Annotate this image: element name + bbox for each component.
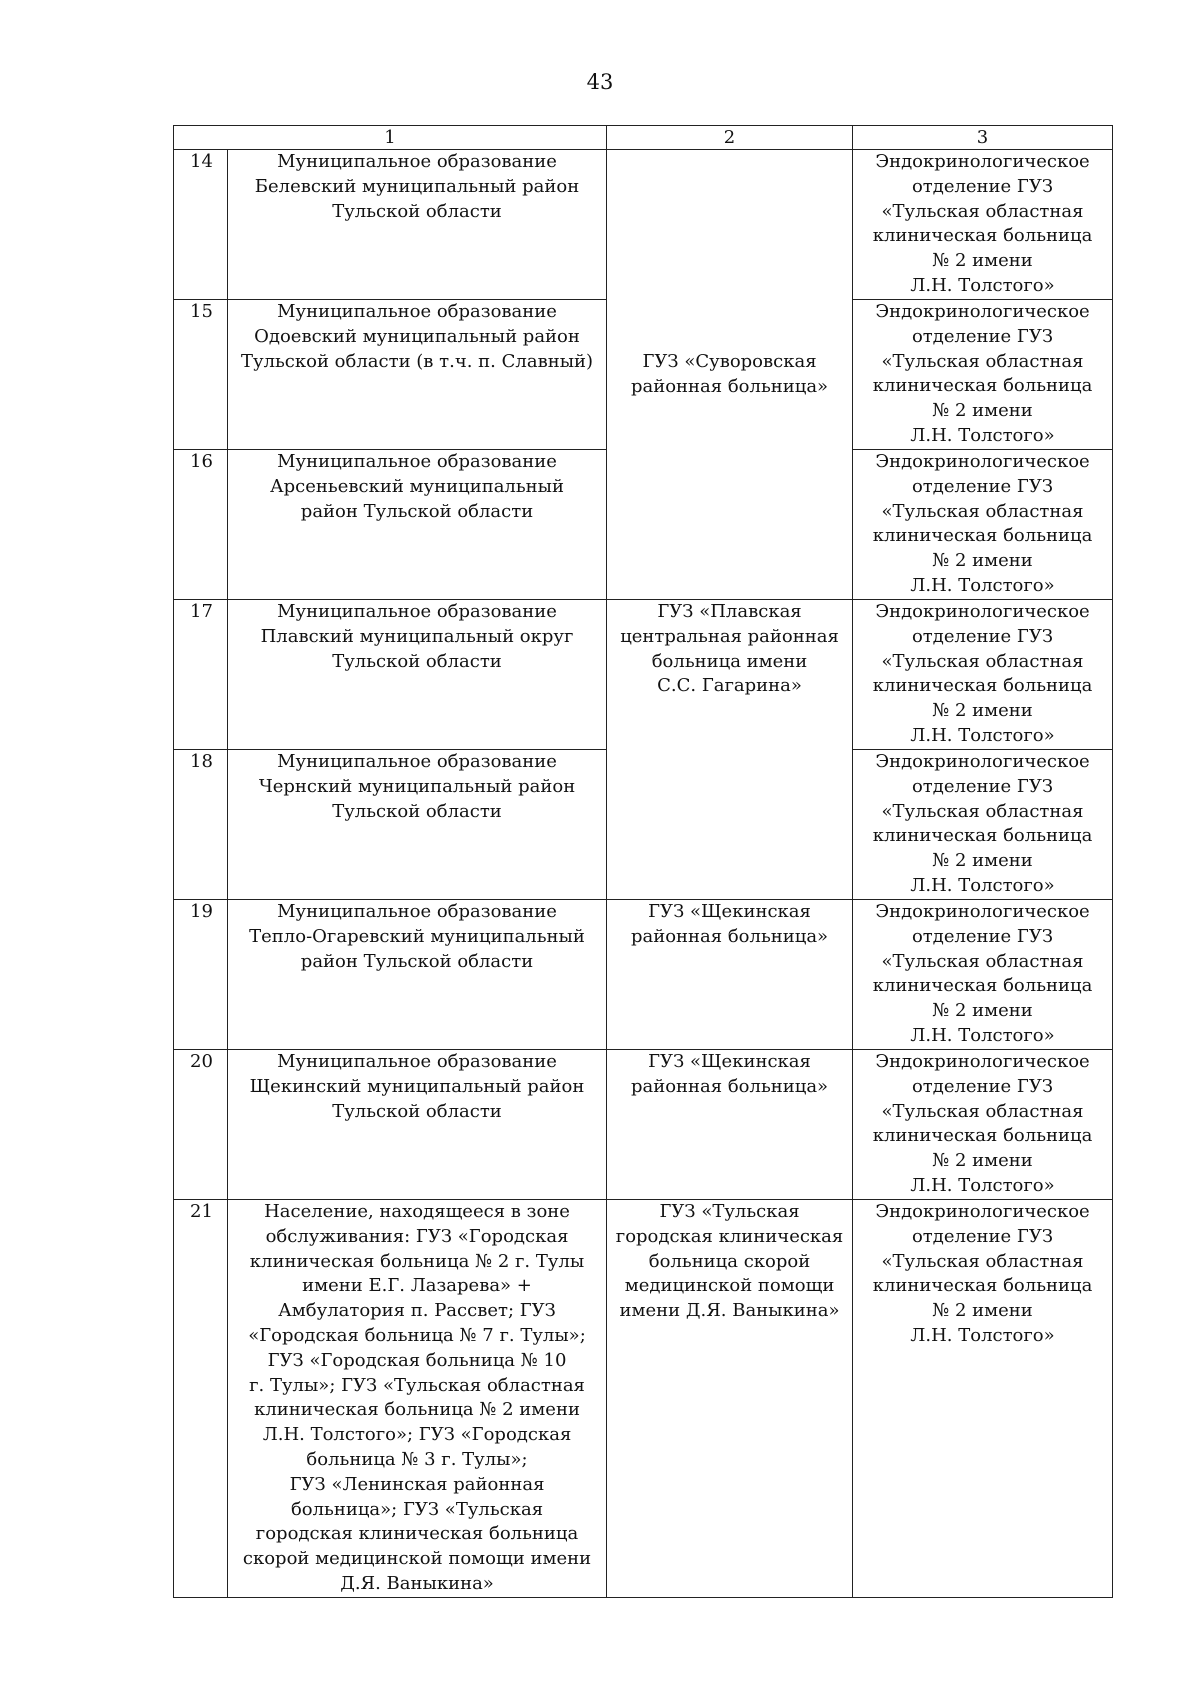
row-number: 20 <box>174 1050 228 1200</box>
municipality-line: Муниципальное образование <box>277 1051 557 1072</box>
municipality-line: район Тульской области <box>300 500 534 522</box>
facility-line: ГУЗ «Щекинская <box>648 1051 811 1072</box>
center-line: Л.Н. Толстого» <box>910 574 1055 596</box>
municipality-line: Муниципальное образование <box>277 601 557 622</box>
municipality-line: Муниципальное образование <box>277 901 557 922</box>
municipality-line: Одоевский муниципальный район <box>254 325 580 347</box>
center-line: № 2 имени <box>932 1000 1033 1022</box>
center-line: Л.Н. Толстого» <box>910 874 1055 896</box>
row-number: 14 <box>174 150 228 300</box>
facility-cell <box>607 1200 853 1598</box>
center-line: № 2 имени <box>932 850 1033 872</box>
center-line: «Тульская областная <box>881 1100 1084 1122</box>
center-line: клиническая больница <box>872 975 1093 997</box>
municipality-line: Тульской области (в т.ч. п. Славный) <box>240 350 594 372</box>
center-line: Л.Н. Толстого» <box>910 1024 1055 1046</box>
municipality-line: Чернский муниципальный район <box>258 775 576 797</box>
municipality-cell <box>228 150 607 300</box>
facility-line: С.С. Гагарина» <box>657 675 802 697</box>
center-line: «Тульская областная <box>881 200 1084 222</box>
facility-line: городская клиническая <box>615 1225 844 1247</box>
facility-line: центральная районная <box>620 625 839 647</box>
municipality-line: Л.Н. Толстого»; ГУЗ «Городская <box>262 1424 572 1446</box>
table-row <box>174 900 1113 1050</box>
facility-cell <box>607 150 853 600</box>
center-line: Л.Н. Толстого» <box>910 1174 1055 1196</box>
center-line: клиническая больница <box>872 825 1093 847</box>
municipality-line: Тульской области <box>332 650 502 672</box>
center-line: «Тульская областная <box>881 650 1084 672</box>
center-line: Эндокринологическое <box>875 1051 1090 1072</box>
center-line: № 2 имени <box>932 550 1033 572</box>
center-line: «Тульская областная <box>881 350 1084 372</box>
center-line: отделение ГУЗ <box>911 475 1054 497</box>
center-line: Эндокринологическое <box>875 901 1090 922</box>
center-line: № 2 имени <box>932 250 1033 272</box>
facility-line: имени Д.Я. Ваныкина» <box>619 1300 840 1322</box>
municipality-line: имени Е.Г. Лазарева» + <box>302 1275 532 1297</box>
center-line: Эндокринологическое <box>875 301 1090 322</box>
municipality-line: Амбулатория п. Рассвет; ГУЗ <box>278 1300 556 1322</box>
row-number: 15 <box>174 300 228 450</box>
facility-cell <box>607 1050 853 1200</box>
row-number: 16 <box>174 450 228 600</box>
center-line: Л.Н. Толстого» <box>910 724 1055 746</box>
facility-line: ГУЗ «Тульская <box>659 1201 800 1222</box>
center-line: «Тульская областная <box>881 500 1084 522</box>
center-line: Эндокринологическое <box>875 1201 1090 1222</box>
center-line: отделение ГУЗ <box>911 775 1054 797</box>
municipality-line: больница»; ГУЗ «Тульская <box>290 1498 544 1520</box>
row-number: 21 <box>174 1200 228 1598</box>
municipality-line: городская клиническая больница <box>255 1523 579 1545</box>
header-col-3: 3 <box>853 126 1113 150</box>
municipality-line: Щекинский муниципальный район <box>249 1075 585 1097</box>
center-line: клиническая больница <box>872 1275 1093 1297</box>
referral-table <box>173 125 1113 1598</box>
page-number: 43 <box>586 70 614 94</box>
table-row <box>174 600 1113 750</box>
center-line: Эндокринологическое <box>875 751 1090 772</box>
center-cell <box>853 300 1113 450</box>
municipality-line: Население, находящееся в зоне <box>264 1201 570 1222</box>
municipality-line: Муниципальное образование <box>277 451 557 472</box>
row-number: 19 <box>174 900 228 1050</box>
municipality-line: Арсеньевский муниципальный <box>270 475 564 497</box>
municipality-line: Тульской области <box>332 1100 502 1122</box>
center-line: Эндокринологическое <box>875 601 1090 622</box>
table-row <box>174 1050 1113 1200</box>
municipality-line: Муниципальное образование <box>277 751 557 772</box>
center-cell <box>853 750 1113 900</box>
center-line: № 2 имени <box>932 400 1033 422</box>
center-line: Эндокринологическое <box>875 451 1090 472</box>
center-cell <box>853 150 1113 300</box>
municipality-line: район Тульской области <box>300 950 534 972</box>
facility-cell <box>607 900 853 1050</box>
municipality-line: ГУЗ «Городская больница № 10 <box>267 1349 567 1371</box>
municipality-line: больница № 3 г. Тулы»; <box>306 1448 528 1470</box>
center-line: отделение ГУЗ <box>911 1225 1054 1247</box>
center-line: отделение ГУЗ <box>911 925 1054 947</box>
facility-line: медицинской помощи <box>624 1275 835 1297</box>
header-col-1: 1 <box>174 126 607 150</box>
municipality-line: Тепло-Огаревский муниципальный <box>249 925 585 947</box>
facility-line: ГУЗ «Суворовская <box>642 350 817 372</box>
facility-line: больница имени <box>651 650 808 672</box>
municipality-line: Д.Я. Ваныкина» <box>340 1572 494 1594</box>
municipality-line: Плавский муниципальный округ <box>260 625 574 647</box>
table-row <box>174 150 1113 300</box>
municipality-cell <box>228 900 607 1050</box>
municipality-line: г. Тулы»; ГУЗ «Тульская областная <box>249 1374 585 1396</box>
center-line: клиническая больница <box>872 675 1093 697</box>
municipality-line: ГУЗ «Ленинская районная <box>289 1473 545 1495</box>
facility-cell <box>607 600 853 900</box>
facility-line: ГУЗ «Плавская <box>657 601 802 622</box>
municipality-cell <box>228 1050 607 1200</box>
center-line: Эндокринологическое <box>875 151 1090 172</box>
municipality-line: Тульской области <box>332 800 502 822</box>
center-line: «Тульская областная <box>881 950 1084 972</box>
municipality-cell <box>228 1200 607 1598</box>
facility-line: районная больница» <box>630 1075 829 1097</box>
municipality-line: Белевский муниципальный район <box>254 175 580 197</box>
row-number: 18 <box>174 750 228 900</box>
municipality-cell <box>228 300 607 450</box>
center-cell <box>853 900 1113 1050</box>
municipality-line: клиническая больница № 2 имени <box>254 1399 580 1421</box>
center-line: отделение ГУЗ <box>911 325 1054 347</box>
center-line: Л.Н. Толстого» <box>910 1324 1055 1346</box>
center-line: клиническая больница <box>872 525 1093 547</box>
center-cell <box>853 1050 1113 1200</box>
center-line: № 2 имени <box>932 700 1033 722</box>
municipality-line: обслуживания: ГУЗ «Городская <box>265 1225 569 1247</box>
municipality-line: «Городская больница № 7 г. Тулы»; <box>248 1324 586 1346</box>
municipality-cell <box>228 750 607 900</box>
center-line: Л.Н. Толстого» <box>910 424 1055 446</box>
center-line: отделение ГУЗ <box>911 625 1054 647</box>
facility-line: районная больница» <box>630 925 829 947</box>
municipality-line: клиническая больница № 2 г. Тулы <box>249 1250 585 1272</box>
table-header-row <box>174 126 1113 150</box>
center-line: клиническая больница <box>872 1125 1093 1147</box>
municipality-cell <box>228 450 607 600</box>
municipality-line: Тульской области <box>332 200 502 222</box>
center-line: отделение ГУЗ <box>911 175 1054 197</box>
center-line: «Тульская областная <box>881 800 1084 822</box>
municipality-cell <box>228 600 607 750</box>
center-line: № 2 имени <box>932 1300 1033 1322</box>
center-line: отделение ГУЗ <box>911 1075 1054 1097</box>
facility-line: ГУЗ «Щекинская <box>648 901 811 922</box>
center-line: «Тульская областная <box>881 1250 1084 1272</box>
center-cell <box>853 1200 1113 1598</box>
municipality-line: скорой медицинской помощи имени <box>242 1548 592 1570</box>
center-line: клиническая больница <box>872 225 1093 247</box>
center-line: № 2 имени <box>932 1150 1033 1172</box>
facility-line: районная больница» <box>630 375 829 397</box>
facility-line: больница скорой <box>648 1250 811 1272</box>
center-line: Л.Н. Толстого» <box>910 274 1055 296</box>
table-row <box>174 1200 1113 1598</box>
center-line: клиническая больница <box>872 375 1093 397</box>
municipality-line: Муниципальное образование <box>277 301 557 322</box>
municipality-line: Муниципальное образование <box>277 151 557 172</box>
center-cell <box>853 600 1113 750</box>
row-number: 17 <box>174 600 228 750</box>
center-cell <box>853 450 1113 600</box>
header-col-2: 2 <box>607 126 853 150</box>
